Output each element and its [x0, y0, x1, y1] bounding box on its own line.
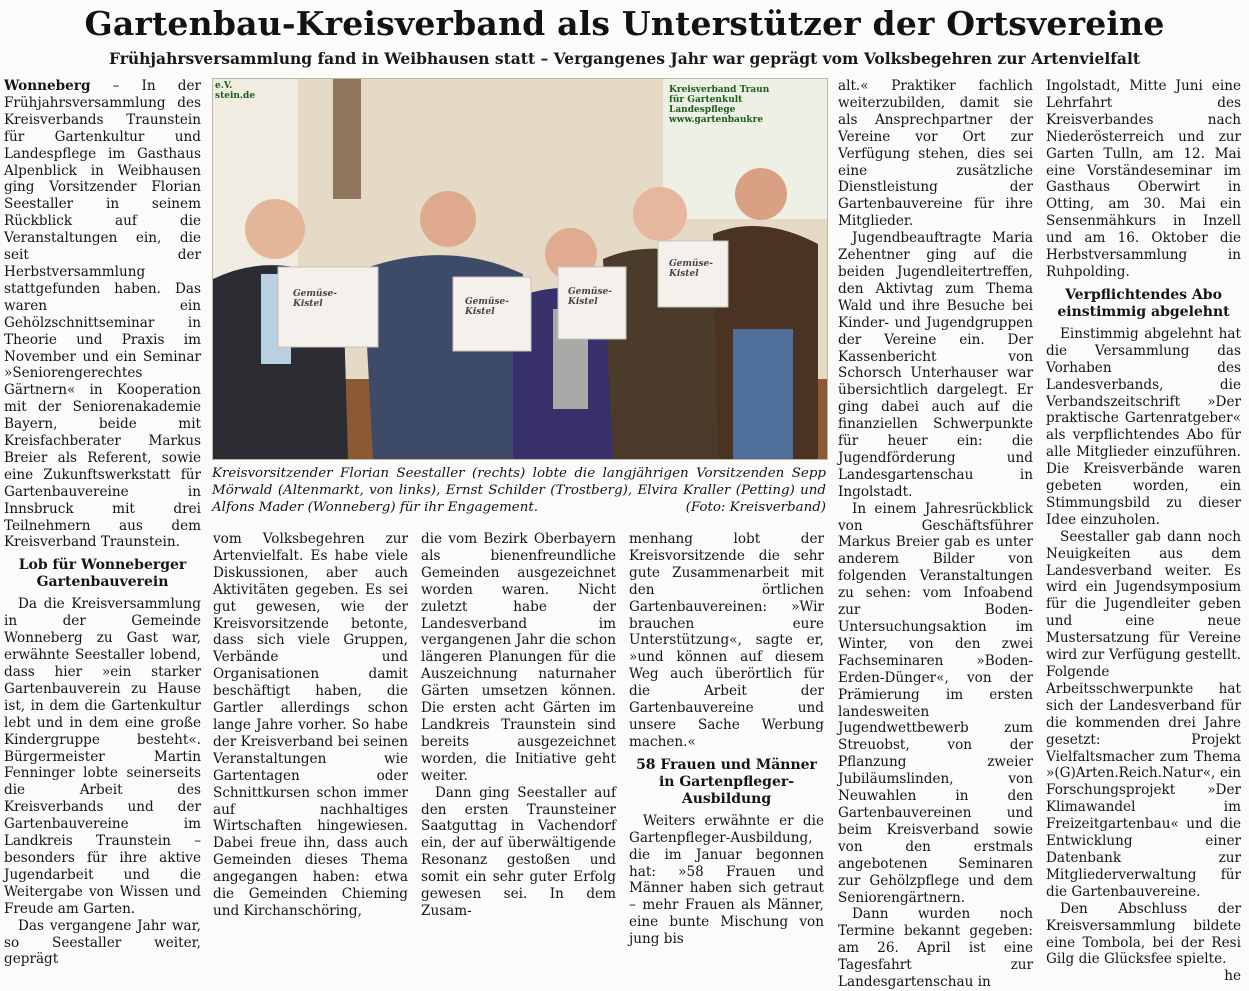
- section-heading: Verpflichtendes Abo einstimmig abgelehnt: [1057, 286, 1230, 320]
- paragraph: Einstimmig abgelehnt hat die Versammlung das Vorhaben des Landesverbands, die Verbandszeitschrift »Der praktische Gartenratgeber« als verpflichtendes Abo für alle Mitglieder einzuführen. Die Kreisverbände waren gebeten worden, ein Stimmungsbild zu dieser Idee einzuholen.: [1046, 325, 1241, 528]
- box-label: Gemüse- Kistel: [465, 297, 510, 317]
- column-2: [213, 531, 408, 919]
- paragraph: Seestaller gab dann noch Neuigkeiten aus dem Landesverband weiter. Es wird ein Jugendsymposium für die Jugendleiter geben und eine neue Mustersatzung für Vereine wird zur Verfügung gestellt. Folgende Arbeitsschwerpunkte hat sich der Landesverband für die kommenden drei Jahre gesetzt: Projekt Vielfaltsmacher zum Thema »(G)Arten.Reich.Natur«, ein Forschungsprojekt »Der Klimawandel im Freizeitgartenbau« und die Entwicklung einer Datenbank zur Mitgliederverwaltung für die Gartenbauvereine.: [1046, 528, 1241, 900]
- paragraph: vom Volksbegehren zur Artenvielfalt. Es habe viele Diskussionen, aber auch Aktivitäten gegeben. Es sei gut gewesen, wie der Kreisvorsitzende betonte, dass sich viele Gruppen, Verbände und Organisationen damit beschäftigt haben, die Gartler allerdings schon lange Jahre vorher. So habe der Kreisverband bei seinen Veranstaltungen wie Gartentagen oder Schnittkursen schon immer auf nachhaltiges Wirtschaften hingewiesen. Dabei freue ihn, dass auch Gemeinden dieses Thema angegangen haben: etwa die Gemeinden Chieming und Kirchanschöring,: [213, 531, 408, 919]
- section-heading: Lob für Wonneberger Gartenbauverein: [18, 557, 187, 591]
- box-label: Gemüse- Kistel: [669, 259, 714, 279]
- section-heading: 58 Frauen und Männer in Gartenpfleger-Ausbildung: [636, 756, 817, 807]
- column-5: [838, 78, 1033, 991]
- paragraph: Ingolstadt, Mitte Juni eine Lehrfahrt des Kreisverbandes nach Niederösterreich und zur Garten Tulln, am 12. Mai eine Vorständeseminar im Gasthaus Oberwirt in Otting, am 30. Mai ein Sensenmähkurs in Inzell und am 16. Oktober die Herbstversammlung in Ruhpolding.: [1046, 78, 1241, 280]
- caption-text: Kreisvorsitzender Florian Seestaller (rechts) lobte die langjährigen Vorsitzenden Sepp Mörwald (Altenmarkt, von links), Ernst Schilder (Trostberg), Elvira Kraller (Petting) und Alfons Mader (Wonneberg) für ihr Engagement.: [212, 466, 826, 515]
- photo-credit: (Foto: Kreisverband): [685, 500, 826, 515]
- paragraph: In einem Jahresrückblick von Geschäftsführer Markus Breier gab es unter anderem Bilder von folgenden Veranstaltungen zu sehen: vom Infoabend zur Boden-Untersuchungsaktion im Winter, von den zwei Fachseminaren »Boden-Erden-Dünger«, von der Prämierung im ersten landesweiten Jugendwettbewerb zum Streuobst, von der Pflanzung zweier Jubiläumslinden, von Neuwahlen in den Gartenbauvereinen und beim Kreisverband sowie von den erstmals angebotenen Seminaren zur Gehölzpflege und dem Seniorengärtnern.: [838, 500, 1033, 906]
- paragraph: Da die Kreisversammlung in der Gemeinde Wonneberg zu Gast war, erwähnte Seestaller lobend, dass hier »ein starker Gartenbauverein zu Hause ist, in dem die Gartenkultur lebt und in dem eine große Kindergruppe besteht«. Bürgermeister Martin Fenninger lobte seinerseits die Arbeit des Kreisverbands und der Gartenbauvereine im Landkreis Traunstein – besonders für ihre aktive Jugendarbeit und die Weitergabe von Wissen und Freude am Garten.: [4, 596, 201, 917]
- box-label: Gemüse- Kistel: [293, 289, 338, 309]
- column-1: [4, 78, 201, 968]
- article-photo: [212, 78, 828, 460]
- paragraph: die vom Bezirk Oberbayern als bienenfreundliche Gemeinden ausgezeichnet worden waren. Nicht zuletzt habe der Landesverband im vergangenen Jahr die schon längeren Planungen für die Auszeichnung naturnaher Gärten umsetzen können. Die ersten acht Gärten im Landkreis Traunstein sind bereits ausgezeichnet worden, die Initiative geht weiter.: [421, 531, 616, 784]
- headline: Gartenbau-Kreisverband als Unterstützer der Ortsvereine: [84, 4, 1165, 43]
- box-label: Gemüse- Kistel: [568, 287, 613, 307]
- paragraph: Dann ging Seestaller auf den ersten Traunsteiner Saatguttag in Vachendorf ein, der auf überwältigende Resonanz gestoßen und somit ein sehr guter Erfolg gewesen sei. In dem Zusam-: [421, 784, 616, 919]
- photo-caption: [212, 465, 826, 516]
- dateline: Wonneberg: [4, 78, 91, 94]
- paragraph: alt.« Praktiker fachlich weiterzubilden, damit sie als Ansprechpartner der Vereine vor Ort zur Verfügung stehen, dies sei eine zusätzliche Dienstleistung der Gartenbauvereine für ihre Mitglieder.: [838, 78, 1033, 230]
- column-6: [1046, 78, 1241, 985]
- column-3: [421, 531, 616, 919]
- sign-right: Kreisverband Traun für Gartenkult Landespflege www.gartenbaukre: [669, 85, 770, 125]
- paragraph-text: – In der Frühjahrsversammlung des Kreisverbands Traunstein für Gartenkultur und Landespflege im Gasthaus Alpenblick in Weibhausen ging Vorsitzender Florian Seestaller in seinem Rückblick auf die Veranstaltungen ein, die seit der Herbstversammlung stattgefunden haben. Das waren ein Gehölzschnittseminar in Theorie und Praxis im November und ein Seminar »Seniorengerechtes Gärtnern« in Kooperation mit der Seniorenakademie Bayern, beide mit Kreisfachberater Markus Breier als Referent, sowie eine Zukunftswerkstatt für Gartenbauvereine in Innsbruck mit drei Teilnehmern aus dem Kreisverband Traunstein.: [4, 78, 201, 551]
- paragraph: Weiters erwähnte er die Gartenpfleger-Ausbildung, die im Januar begonnen hat: »58 Frauen und Männer haben sich getraut – mehr Frauen als Männer, eine bunte Mischung von jung bis: [629, 812, 824, 948]
- paragraph: Dann wurden noch Termine bekannt gegeben: am 26. April ist eine Tagesfahrt zur Landesgartenschau in: [838, 906, 1033, 991]
- paragraph: Jugendbeauftragte Maria Zehentner ging auf die beiden Jugendleitertreffen, den Aktivtag zum Thema Wald und ihre Besuche bei Kinder- und Jugendgruppen der Vereine ein. Der Kassenbericht von Schorsch Unterhauser war übersichtlich dargelegt. Er ging dabei auch auf die finanziellen Schwerpunkte für heuer ein: die Jugendförderung und Landesgartenschau in Ingolstadt.: [838, 230, 1033, 500]
- author-signature: he: [1224, 968, 1241, 985]
- paragraph: menhang lobt der Kreisvorsitzende die sehr gute Zusammenarbeit mit den örtlichen Gartenbauvereinen: »Wir brauchen eure Unterstützung«, sagte er, »und können auf diesem Weg auch überörtlich für die Arbeit der Gartenbauvereine und unsere Sache Werbung machen.«: [629, 531, 824, 750]
- paragraph: [1046, 900, 1241, 985]
- paragraph: Das vergangene Jahr war, so Seestaller weiter, geprägt: [4, 917, 201, 968]
- column-4: [629, 531, 824, 948]
- paragraph-text: Den Abschluss der Kreisversammlung bildete eine Tombola, bei der Resi Gilg die Glücksfee spielte.: [1046, 900, 1241, 968]
- sign-left: e.V. stein.de: [215, 81, 256, 101]
- subheadline: Frühjahrsversammlung fand in Weibhausen statt – Vergangenes Jahr war geprägt vom Volksbegehren zur Artenvielfalt: [109, 49, 1140, 68]
- paragraph: [4, 78, 201, 551]
